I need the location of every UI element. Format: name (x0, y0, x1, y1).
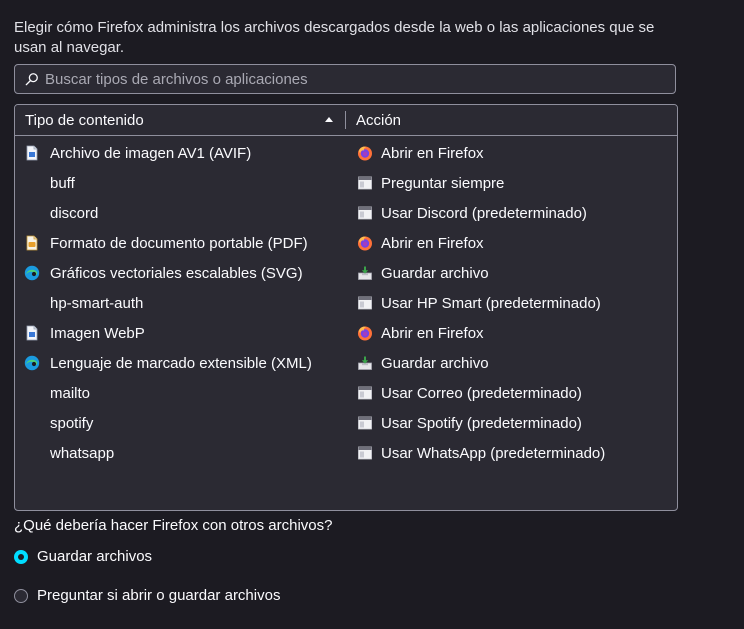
action-label: Abrir en Firefox (381, 234, 484, 252)
firefox-icon (357, 235, 373, 251)
content-type-cell (15, 355, 347, 372)
content-type-label: mailto (50, 384, 91, 402)
window-icon (357, 205, 373, 221)
action-cell[interactable] (347, 355, 489, 372)
table-row[interactable] (15, 288, 677, 318)
table-row[interactable] (15, 168, 677, 198)
content-type-label: Lenguaje de marcado extensible (XML) (50, 354, 312, 372)
action-label: Usar HP Smart (predeterminado) (381, 294, 601, 312)
column-header-action[interactable] (346, 105, 401, 135)
edge-icon (24, 355, 40, 371)
search-input[interactable] (45, 71, 675, 88)
content-type-cell (15, 325, 347, 342)
action-label: Abrir en Firefox (381, 144, 484, 162)
action-label: Guardar archivo (381, 264, 489, 282)
table-row[interactable] (15, 258, 677, 288)
table-row[interactable] (15, 348, 677, 378)
radio-ask-files-label: Preguntar si abrir o guardar archivos (37, 587, 281, 604)
description-text: Elegir cómo Firefox administra los archivos descargados desde la web o las aplicaciones que se usan al navegar. (14, 19, 655, 56)
search-box[interactable] (14, 64, 676, 94)
content-type-label: discord (50, 204, 99, 222)
table-row[interactable] (15, 438, 677, 468)
pdf-icon (24, 235, 40, 251)
content-type-label: buff (50, 174, 75, 192)
content-type-label: whatsapp (50, 444, 115, 462)
table-row[interactable] (15, 198, 677, 228)
column-header-type-label: Tipo de contenido (25, 111, 144, 129)
action-label: Guardar archivo (381, 354, 489, 372)
table-row[interactable] (15, 228, 677, 258)
table-row[interactable] (15, 378, 677, 408)
table-row[interactable] (15, 138, 677, 168)
column-header-type[interactable] (15, 105, 345, 135)
action-label: Preguntar siempre (381, 174, 505, 192)
window-icon (357, 295, 373, 311)
radio-ask-files[interactable] (14, 587, 280, 604)
action-label: Usar Spotify (predeterminado) (381, 414, 582, 432)
sort-ascending-icon (325, 117, 333, 122)
window-icon (357, 175, 373, 191)
document-icon (24, 325, 40, 341)
content-type-label: Formato de documento portable (PDF) (50, 234, 308, 252)
firefox-icon (357, 145, 373, 161)
content-type-label: Archivo de imagen AV1 (AVIF) (50, 144, 252, 162)
action-cell[interactable] (347, 445, 605, 462)
other-files-question: ¿Qué debería hacer Firefox con otros archivos? (14, 517, 333, 534)
content-type-cell (15, 235, 347, 252)
action-label: Abrir en Firefox (381, 324, 484, 342)
action-cell[interactable] (347, 325, 484, 342)
action-label: Usar Correo (predeterminado) (381, 384, 582, 402)
radio-save-files-label: Guardar archivos (37, 548, 153, 565)
content-type-cell (15, 445, 347, 462)
content-type-table (14, 104, 678, 511)
document-icon (24, 145, 40, 161)
content-type-cell (15, 415, 347, 432)
content-type-cell (15, 295, 347, 312)
edge-icon (24, 265, 40, 281)
action-cell[interactable] (347, 205, 587, 222)
table-row[interactable] (15, 408, 677, 438)
action-cell[interactable] (347, 265, 489, 282)
table-body (15, 136, 677, 468)
table-row[interactable] (15, 318, 677, 348)
content-type-label: hp-smart-auth (50, 294, 144, 312)
content-type-label: Imagen WebP (50, 324, 145, 342)
action-label: Usar WhatsApp (predeterminado) (381, 444, 606, 462)
window-icon (357, 385, 373, 401)
action-cell[interactable] (347, 385, 582, 402)
action-cell[interactable] (347, 295, 601, 312)
action-cell[interactable] (347, 235, 484, 252)
firefox-icon (357, 325, 373, 341)
content-type-label: spotify (50, 414, 94, 432)
column-header-action-label: Acción (356, 111, 402, 129)
radio-ask-files-indicator[interactable] (14, 589, 28, 603)
content-type-cell (15, 205, 347, 222)
content-type-cell (15, 265, 347, 282)
content-type-label: Gráficos vectoriales escalables (SVG) (50, 264, 303, 282)
action-cell[interactable] (347, 145, 484, 162)
content-type-cell (15, 175, 347, 192)
save-icon (357, 355, 373, 371)
content-type-cell (15, 145, 347, 162)
action-label: Usar Discord (predeterminado) (381, 204, 587, 222)
content-type-cell (15, 385, 347, 402)
save-icon (357, 265, 373, 281)
window-icon (357, 415, 373, 431)
window-icon (357, 445, 373, 461)
action-cell[interactable] (347, 415, 582, 432)
action-cell[interactable] (347, 175, 504, 192)
table-header (15, 105, 677, 136)
radio-save-files-indicator[interactable] (14, 550, 28, 564)
radio-save-files[interactable] (14, 548, 152, 565)
search-icon (25, 72, 39, 86)
